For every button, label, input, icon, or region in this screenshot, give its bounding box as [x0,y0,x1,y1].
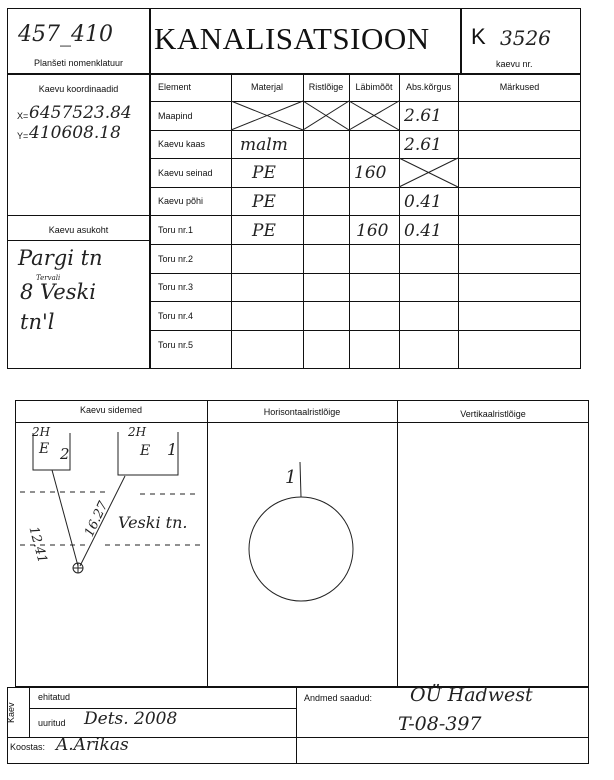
compiler-label: Koostas: [10,742,46,752]
row-element-6: Toru nr.2 [158,254,194,264]
company-value: OÜ Hadwest [410,684,533,706]
distance-label-2: 16.27 [82,499,112,540]
location-line-3: tn'l [20,310,55,334]
coords-label: Kaevu koordinaadid [38,84,119,94]
cell-material-seinad: PE [252,163,276,183]
row-element-5: Toru nr.1 [158,225,194,235]
surveyed-label: uuritud [38,718,66,728]
well-number-prefix: K [471,24,486,49]
pipe-line-1 [300,462,301,497]
row-element-7: Toru nr.3 [158,282,194,292]
row-element-8: Toru nr.4 [158,311,194,321]
nomenclature-label: Planšeti nomenklatuur [33,58,124,68]
cell-material-kaas: malm [240,135,288,155]
right-building-letter: E [140,443,151,459]
row-element-3: Kaevu seinad [158,168,213,178]
connections-label: Kaevu sidemed [79,405,143,415]
well-number-value: 3526 [500,26,551,50]
nomenclature-value: 457_410 [18,22,113,47]
distance-label-1: 12.41 [25,525,50,565]
data-source-label: Andmed saadud: [304,693,373,703]
row-element-9: Toru nr.5 [158,340,194,350]
cell-diameter-toru1: 160 [356,221,389,241]
location-label: Kaevu asukoht [48,225,109,235]
pipe-number-label: 1 [285,467,297,488]
reference-value: T-08-397 [398,713,482,735]
location-insert: Tervali [36,274,61,282]
row-element-1: Maapind [158,111,193,121]
cell-abs-kaas: 2.61 [404,135,442,155]
row-element-2: Kaevu kaas [158,139,206,149]
well-number-label: kaevu nr. [496,59,533,69]
coord-y-value: 410608.18 [29,123,121,143]
coord-y-prefix: Y= [17,131,29,141]
location-line-1: Pargi tn [18,246,103,270]
header-labimoot: Läbimõõt [355,82,393,92]
header-ristloige: Ristlõige [308,82,344,92]
connection-line-left [52,470,78,566]
compiler-value: A.Arikas [56,735,129,755]
vertical-section-label: Vertikaalristlõige [460,409,526,419]
header-markused: Märkused [499,82,540,92]
horizontal-section-label: Horisontaalristlõige [263,407,341,417]
header-materjal: Materjal [250,82,283,92]
left-building-code: 2H [32,425,51,439]
footer-side-line [29,687,30,737]
cell-material-toru1: PE [252,221,276,241]
right-building-code: 2H [128,425,147,439]
footer-side-label: Kaev [6,702,16,723]
row-element-4: Kaevu põhi [158,196,204,206]
coord-x-prefix: X= [17,111,29,121]
cell-abs-pohi: 0.41 [404,192,442,212]
left-building-letter: E [39,441,50,457]
location-line-2: 8 Veski [20,280,96,304]
left-building-number: 2 [60,445,70,463]
header-abs: Abs.kõrgus [405,82,452,92]
footer-mid-line [296,687,297,764]
street-label: Veski tn. [118,513,188,532]
cell-abs-maapind: 2.61 [404,106,442,126]
cell-abs-toru1: 0.41 [404,221,442,241]
cell-material-pohi: PE [252,192,276,212]
coord-x-value: 6457523.84 [29,103,132,123]
right-building-number: 1 [167,440,178,459]
surveyed-value: Dets. 2008 [84,709,178,729]
header-element: Element [158,82,192,92]
page-title: KANALISATSIOON [154,21,430,56]
built-label: ehitatud [38,692,71,702]
cell-diameter-seinad: 160 [354,163,387,183]
well-cross-section-circle [249,497,353,601]
